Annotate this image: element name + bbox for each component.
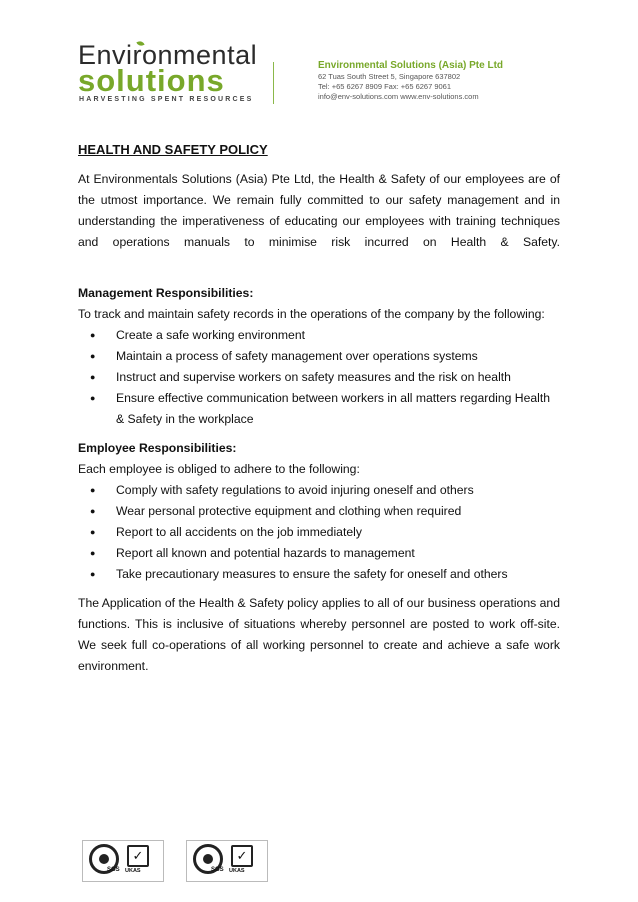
bullet-icon: ● — [90, 372, 96, 382]
company-address: 62 Tuas South Street 5, Singapore 637802 — [318, 72, 461, 81]
list-item — [78, 388, 560, 430]
list-item-text: Report to all accidents on the job immediately — [116, 525, 362, 539]
list-item — [78, 480, 560, 501]
certification-badge — [82, 840, 164, 882]
list-item-text: Maintain a process of safety management over operations systems — [116, 349, 478, 363]
company-contact-block — [318, 59, 578, 102]
list-item-text: Wear personal protective equipment and clothing when required — [116, 504, 462, 518]
list-item — [78, 543, 560, 564]
employee-list — [78, 480, 560, 585]
bullet-icon: ● — [90, 393, 96, 403]
list-item — [78, 501, 560, 522]
policy-body — [78, 140, 560, 677]
list-item — [78, 522, 560, 543]
intro-paragraph: At Environmentals Solutions (Asia) Pte Ltd, the Health & Safety of our employees are of the utmost importance. We remain fully committed to our safety management and in understanding the imperativeness of educating our employees with training techniques and operations manuals to minimise risk incurred on Health & Safety. — [78, 172, 560, 249]
logo-wordmark-line1: Environmental — [78, 40, 258, 70]
bullet-icon: ● — [90, 527, 96, 537]
list-item-text: Comply with safety regulations to avoid injuring oneself and others — [116, 483, 474, 497]
company-logo — [78, 40, 258, 110]
ukas-crown-icon: ✓ — [127, 845, 149, 867]
list-item-text: Instruct and supervise workers on safety measures and the risk on health — [116, 370, 511, 384]
bullet-icon: ● — [90, 351, 96, 361]
ukas-crown-icon: ✓ — [231, 845, 253, 867]
logo-wordmark-line2: solutions — [78, 63, 225, 98]
list-item — [78, 564, 560, 585]
bullet-icon: ● — [90, 485, 96, 495]
bullet-icon: ● — [90, 569, 96, 579]
management-list — [78, 325, 560, 430]
management-heading: Management Responsibilities: — [78, 286, 254, 300]
cert-mark-label: SGS — [211, 867, 224, 873]
certification-badge — [186, 840, 268, 882]
list-item — [78, 367, 560, 388]
logo-tagline: HARVESTING SPENT RESOURCES — [79, 96, 254, 103]
bullet-icon: ● — [90, 330, 96, 340]
closing-paragraph: The Application of the Health & Safety policy applies to all of our business operations and functions. This is inclusive of situations whereby personnel are posted to work off-site. We seek full co-operations of all working personnel to create and achieve a safe work environment. — [78, 596, 560, 673]
employee-intro: Each employee is obliged to adhere to the following: — [78, 462, 360, 476]
page-title: HEALTH AND SAFETY POLICY — [78, 142, 268, 157]
management-intro: To track and maintain safety records in the operations of the company by the following: — [78, 307, 545, 321]
list-item-text: Create a safe working environment — [116, 328, 306, 342]
employee-heading: Employee Responsibilities: — [78, 441, 237, 455]
bullet-icon: ● — [90, 548, 96, 558]
company-email-web: info@env-solutions.com www.env-solutions.com — [318, 92, 479, 101]
list-item — [78, 325, 560, 346]
list-item-text: Report all known and potential hazards to management — [116, 546, 415, 560]
list-item-text: Ensure effective communication between workers in all matters regarding Health & Safety in the workplace — [116, 391, 550, 426]
cert-accreditation-label: UKAS — [229, 868, 245, 874]
cert-mark-label: SGS — [107, 867, 120, 873]
company-phone-fax: Tel: +65 6267 8909 Fax: +65 6267 9061 — [318, 82, 452, 91]
list-item — [78, 346, 560, 367]
list-item-text: Take precautionary measures to ensure the safety for oneself and others — [116, 567, 508, 581]
cert-accreditation-label: UKAS — [125, 868, 141, 874]
company-name: Environmental Solutions (Asia) Pte Ltd — [318, 60, 504, 71]
bullet-icon: ● — [90, 506, 96, 516]
header-divider — [273, 62, 274, 104]
